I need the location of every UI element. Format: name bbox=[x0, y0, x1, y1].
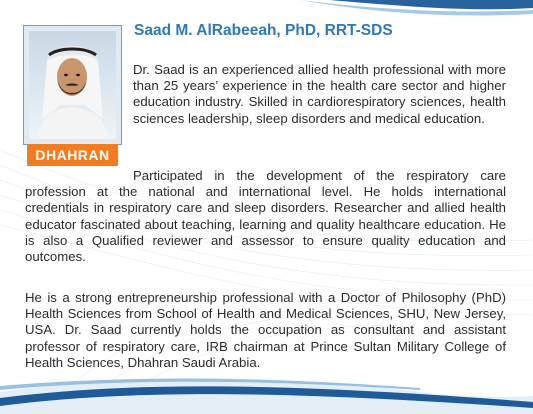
location-badge: DHAHRAN bbox=[27, 144, 118, 166]
bio-paragraph-2: Participated in the development of the respiratory care profession at the national and international level. He holds international credentials in respiratory care and sleep disorders. Researcher and allied health educator fascinated about teaching, learning and quality healthcare education. He is also a Qualified reviewer and assessor to ensure quality education and outcomes. bbox=[25, 168, 506, 265]
bio-paragraph-1: Dr. Saad is an experienced allied health professional with more than 25 years’ experience in the health care sector and higher education industry. Skilled in cardiorespiratory sciences, health sciences leadership, sleep disorders and medical education. bbox=[133, 62, 506, 126]
profile-photo-card bbox=[23, 25, 122, 167]
photo-frame bbox=[23, 25, 122, 145]
portrait-icon bbox=[29, 31, 116, 139]
profile-name: Saad M. AlRabeeah, PhD, RRT-SDS bbox=[134, 22, 393, 39]
bio-paragraph-3: He is a strong entrepreneurship professional with a Doctor of Philosophy (PhD) Health Sciences from School of Health and Medical Sciences, SHU, New Jersey, USA. Dr. Saad currently holds the occupation as consultant and assistant professor of respiratory care, IRB chairman at Prince Sultan Military College of Health Sciences, Dhahran Saudi Arabia. bbox=[25, 290, 506, 370]
